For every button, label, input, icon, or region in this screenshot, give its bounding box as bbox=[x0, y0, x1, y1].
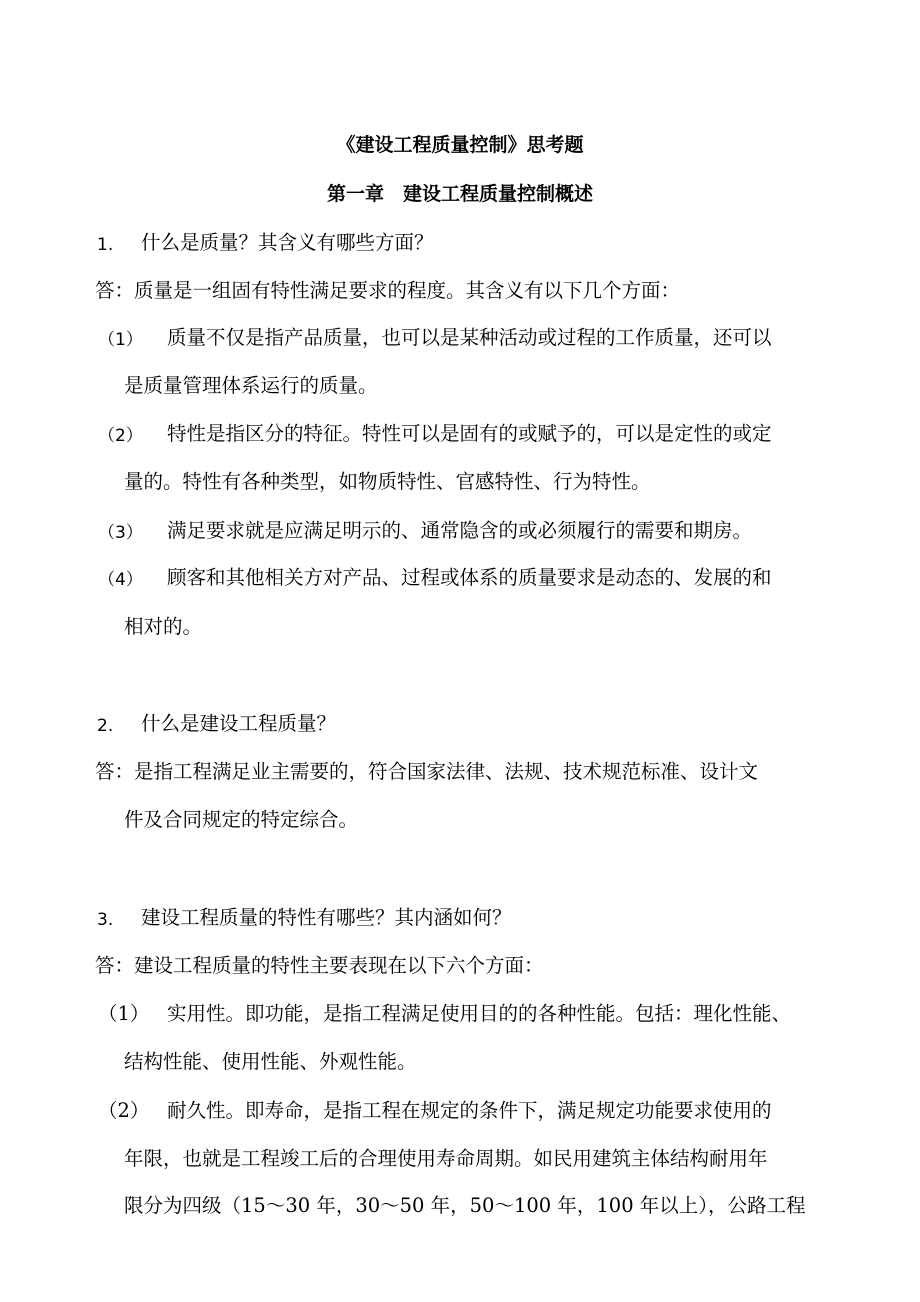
item-number: （3） bbox=[98, 523, 143, 543]
question-number: 3. bbox=[97, 910, 114, 930]
item-number: （1） bbox=[98, 1002, 150, 1025]
item-line: 实用性。即功能，是指工程满足使用目的的各种性能。包括：理化性能、 bbox=[167, 1002, 792, 1025]
item-line: 年限，也就是工程竣工后的合理使用寿命周期。如民用建筑主体结构耐用年 bbox=[124, 1147, 768, 1170]
item-line: 相对的。 bbox=[124, 615, 203, 638]
item-line: 满足要求就是应满足明示的、通常隐含的或必须履行的需要和期房。 bbox=[167, 519, 753, 542]
item-number: （4） bbox=[98, 570, 143, 590]
item-number: （2） bbox=[98, 1099, 150, 1122]
answer-text: 答：建设工程质量的特性主要表现在以下六个方面： bbox=[95, 954, 544, 977]
answer-text: 答：是指工程满足业主需要的，符合国家法律、法规、技术规范标准、设计文 bbox=[95, 760, 759, 783]
item-line: 量的。特性有各种类型，如物质特性、官感特性、行为特性。 bbox=[124, 470, 651, 493]
question-text: 什么是建设工程质量？ bbox=[141, 712, 337, 735]
answer-text: 答：质量是一组固有特性满足要求的程度。其含义有以下几个方面： bbox=[95, 279, 681, 302]
item-line: 耐久性。即寿命，是指工程在规定的条件下，满足规定功能要求使用的 bbox=[167, 1099, 772, 1122]
question-number: 2. bbox=[97, 716, 114, 736]
item-line: 限分为四级（15～30 年，30～50 年，50～100 年，100 年以上），公路工程 bbox=[124, 1194, 806, 1217]
chapter-heading: 第一章 建设工程质量控制概述 bbox=[326, 183, 593, 205]
item-line: 顾客和其他相关方对产品、过程或体系的质量要求是动态的、发展的和 bbox=[167, 566, 772, 589]
item-line: 结构性能、使用性能、外观性能。 bbox=[124, 1050, 417, 1073]
question-text: 什么是质量？其含义有哪些方面？ bbox=[141, 231, 434, 254]
item-line: 质量不仅是指产品质量，也可以是某种活动或过程的工作质量，还可以 bbox=[167, 326, 772, 349]
item-number: （1） bbox=[98, 330, 143, 350]
answer-text: 件及合同规定的特定综合。 bbox=[124, 808, 359, 831]
item-line: 特性是指区分的特征。特性可以是固有的或赋予的，可以是定性的或定 bbox=[167, 422, 772, 445]
item-line: 是质量管理体系运行的质量。 bbox=[124, 374, 378, 397]
question-number: 1. bbox=[97, 235, 114, 255]
question-text: 建设工程质量的特性有哪些？其内涵如何？ bbox=[141, 906, 512, 929]
item-number: （2） bbox=[98, 426, 143, 446]
document-title: 《建设工程质量控制》思考题 bbox=[336, 134, 584, 156]
